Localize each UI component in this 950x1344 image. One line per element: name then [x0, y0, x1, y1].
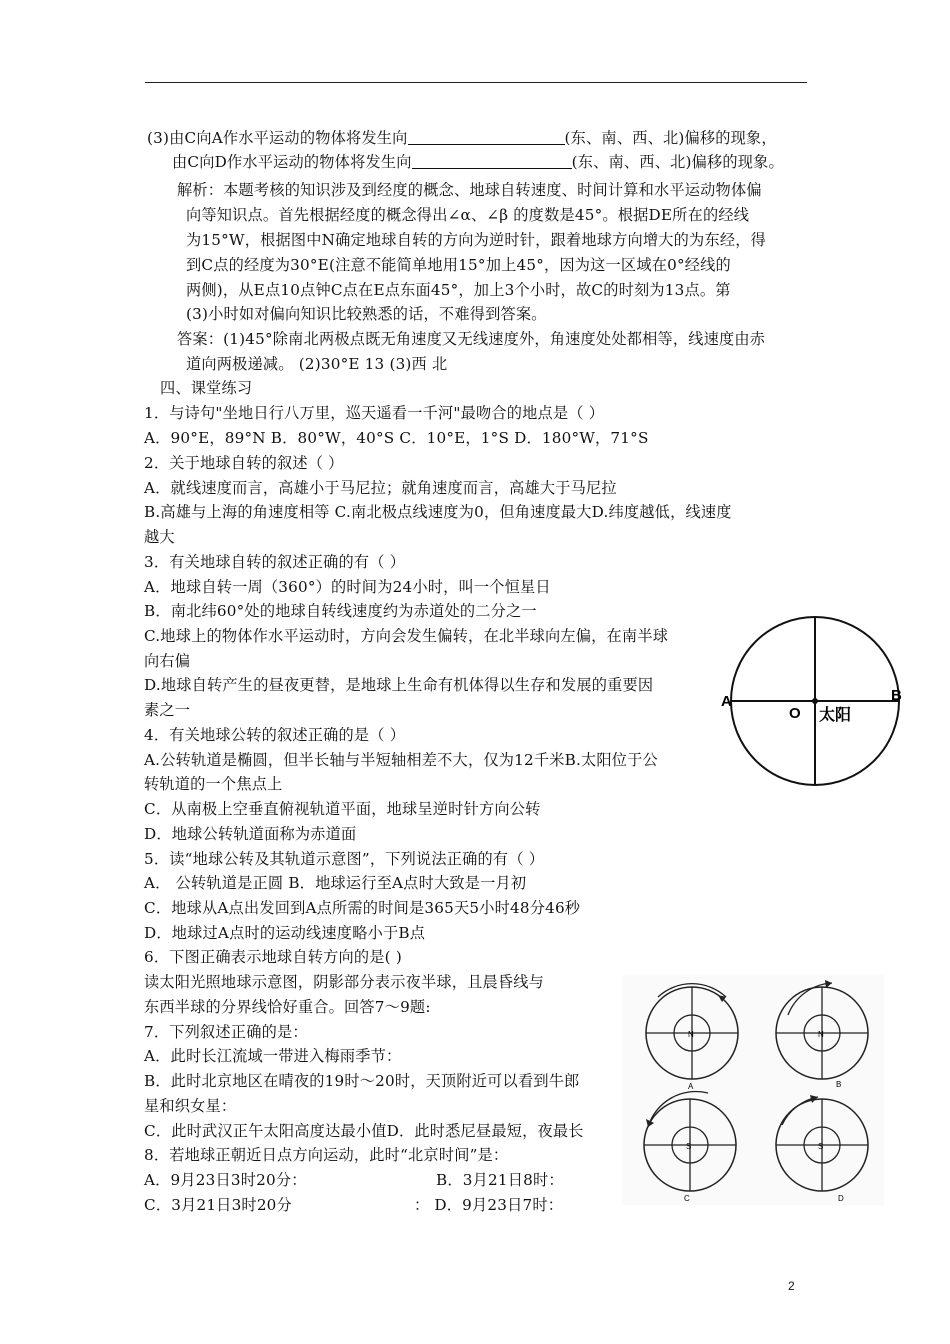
- analysis-line: 向等知识点。首先根据经度的概念得出∠α、∠β 的度数是45°。根据DE所在的经线: [186, 206, 750, 224]
- point-label-c: C: [684, 1194, 690, 1203]
- exercise-line: A．此时长江流域一带进入梅雨季节：: [144, 1047, 402, 1065]
- globe-label-s: S: [818, 1142, 824, 1151]
- globe-label-n: N: [688, 1030, 694, 1039]
- answer-blank-2[interactable]: [412, 153, 572, 169]
- exercise-line: 2．关于地球自转的叙述（ ）: [144, 454, 344, 472]
- answer-line: 道向两极递减。 (2)30°E 13 (3)西 北: [186, 355, 448, 373]
- exercise-line: 5．读“地球公转及其轨道示意图”，下列说法正确的有（ ）: [144, 850, 545, 868]
- exercise-line: 东西半球的分界线恰好重合。回答7～9题:: [144, 998, 431, 1016]
- exercise-line: B.高雄与上海的角速度相等 C.南北极点线速度为0，但角速度最大D.纬度越低，线速度: [144, 503, 732, 521]
- exercise-line: A.公转轨道是椭圆，但半长轴与半短轴相差不大，仅为12千米B.太阳位于公: [144, 751, 658, 769]
- exercise-line: 8．若地球正朝近日点方向运动，此时“北京时间”是：: [144, 1146, 509, 1164]
- exercise-line: 转轨道的一个焦点上: [144, 775, 283, 793]
- orbit-diagram: [705, 616, 905, 786]
- option-a: A．9月23日3时20分：: [144, 1171, 307, 1189]
- sun-dot: [812, 698, 818, 704]
- analysis-line: 两侧)，从E点10点钟C点在E点东面45°，加上3个小时，故C的时刻为13点。第: [186, 281, 731, 299]
- exercise-line: D．地球过A点时的运动线速度略小于B点: [144, 924, 426, 942]
- header-rule: [145, 82, 807, 83]
- exercise-line: 1．与诗句"坐地日行八万里，巡天遥看一千河"最吻合的地点是（ ）: [144, 404, 605, 422]
- point-label-a: A: [688, 1082, 694, 1091]
- exercise-line: 7．下列叙述正确的是：: [144, 1023, 308, 1041]
- exercise-line: 越大: [144, 528, 175, 546]
- answer-line: 答案：(1)45°除南北两极点既无角速度又无线速度外，角速度处处都相等，线速度由赤: [177, 330, 766, 348]
- exercise-line: C．从南极上空垂直俯视轨道平面，地球呈逆时针方向公转: [144, 800, 541, 818]
- q3-line-2: 由C向D作水平运动的物体将发生向 (东、南、西、北)偏移的现象。: [172, 153, 784, 171]
- exercise-line: 读太阳光照地球示意图，阴影部分表示夜半球，且晨昏线与: [144, 973, 545, 991]
- exercise-line: 向右偏: [144, 652, 191, 670]
- exercise-line: C．此时武汉正午太阳高度达最小值D．此时悉尼昼最短，夜最长: [144, 1122, 584, 1140]
- exercise-line: A．地球自转一周（360°）的时间为24小时，叫一个恒星日: [144, 578, 551, 596]
- exercise-line: C.地球上的物体作水平运动时，方向会发生偏转，在北半球向左偏，在南半球: [144, 627, 669, 645]
- exercise-line: 4．有关地球公转的叙述正确的是（ ）: [144, 726, 406, 744]
- exercise-line: B．此时北京地区在晴夜的19时～20时，天顶附近可以看到牛郎: [144, 1072, 580, 1090]
- globe-label-n: N: [818, 1030, 824, 1039]
- analysis-line: 解析：本题考核的知识涉及到经度的概念、地球自转速度、时间计算和水平运动物体偏: [177, 181, 762, 199]
- rotation-diagram: [622, 975, 884, 1205]
- q3-line-1: (3)由C向A作水平运动的物体将发生向 (东、南、西、北)偏移的现象，: [147, 129, 777, 147]
- analysis-line: (3)小时如对偏向知识比较熟悉的话，不难得到答案。: [186, 305, 547, 323]
- option-c: C．3月21日3时20分: [144, 1196, 292, 1214]
- exercise-line: 星和织女星：: [144, 1097, 237, 1115]
- exercise-line: A．90°E，89°N B．80°W，40°S C．10°E，1°S D．180°W，71°S: [144, 429, 649, 447]
- figure-background: [622, 975, 884, 1205]
- exercise-line: 素之一: [144, 701, 191, 719]
- orbit-label-b: B: [891, 687, 902, 704]
- option-b: B．3月21日8时：: [436, 1171, 564, 1189]
- orbit-label-sun: 太阳: [819, 707, 852, 724]
- answer-blank-1[interactable]: [408, 129, 565, 145]
- exercise-line: 6．下图正确表示地球自转方向的是( ): [144, 948, 402, 966]
- exercise-line: A． 公转轨道是正圆 B．地球运行至A点时大致是一月初: [144, 874, 527, 892]
- orbit-label-o: O: [789, 705, 801, 722]
- globe-label-s: S: [686, 1142, 692, 1151]
- exercise-line: C．地球从A点出发回到A点所需的时间是365天5小时48分46秒: [144, 899, 581, 917]
- exercise-line: B．南北纬60°处的地球自转线速度约为赤道处的二分之一: [144, 602, 537, 620]
- point-label-d: D: [838, 1194, 844, 1203]
- analysis-line: 为15°W，根据图中N确定地球自转的方向为逆时针，跟着地球方向增大的为东经，得: [186, 231, 766, 249]
- orbit-label-a: A: [721, 693, 732, 710]
- exercise-line: D.地球自转产生的昼夜更替，是地球上生命有机体得以生存和发展的重要因: [144, 676, 654, 694]
- analysis-line: 到C点的经度为30°E(注意不能简单地用15°加上45°，因为这一区域在0°经线的: [186, 256, 731, 274]
- point-label-b: B: [836, 1080, 842, 1089]
- exercise-line: D．地球公转轨道面称为赤道面: [144, 825, 357, 843]
- exercise-line: A．就线速度而言，高雄小于马尼拉；就角速度而言，高雄大于马尼拉: [144, 479, 617, 497]
- section-title: 四、课堂练习: [160, 379, 253, 397]
- option-d: ： D．9月23日7时：: [414, 1196, 564, 1214]
- page-number: 2: [788, 1279, 795, 1293]
- exercise-line: 3．有关地球自转的叙述正确的有（ ）: [144, 553, 406, 571]
